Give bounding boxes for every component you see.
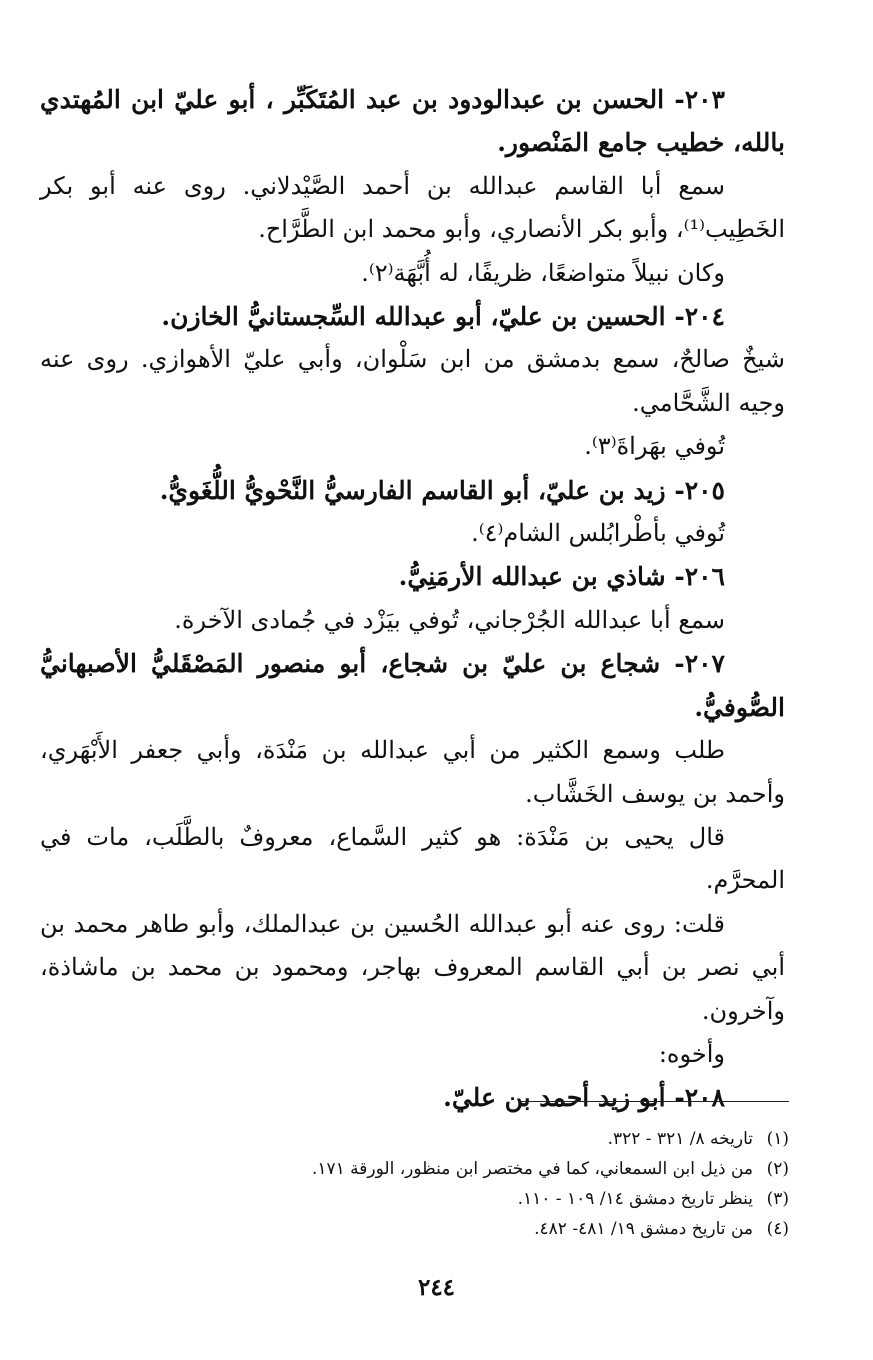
paragraph: قلت: روى عنه أبو عبدالله الحُسين بن عبدالملك، وأبو طاهر محمد بن أبي نصر بن أبي القاسم المعروف بهاجر، ومحمود بن محمد بن ماشاذة، وآخرون. (40, 909, 785, 1025)
footnote-text: من تاريخ دمشق ١٩/ ٤٨١- ٤٨٢. (534, 1219, 753, 1239)
paragraph: وكان نبيلاً متواضعًا، ظريفًا، له أُبَّهَة⁽٢⁾. (361, 258, 725, 287)
footnote (40, 1214, 789, 1244)
paragraph: سمع أبا عبدالله الجُرْجاني، تُوفي بيَزْد في جُمادى الآخرة. (174, 605, 725, 634)
footnote-divider (518, 1101, 789, 1102)
paragraph: شيخٌ صالحٌ، سمع بدمشق من ابن سَلْوان، وأبي عليّ الأهوازي. روى عنه وجيه الشَّحَّامي. (40, 345, 785, 417)
entry-heading-205: ٢٠٥- زيد بن عليّ، أبو القاسم الفارسيُّ النَّحْويُّ اللُّغَويُّ. (159, 475, 725, 505)
footnote-number: (١) (766, 1129, 789, 1149)
entry-heading-207: ٢٠٧- شجاع بن عليّ بن شجاع، أبو منصور المَصْقَليُّ الأصبهانيُّ الصُّوفيُّ. (40, 649, 785, 722)
paragraph: سمع أبا القاسم عبدالله بن أحمد الصَّيْدلاني. روى عنه أبو بكر الخَطِيب⁽¹⁾، وأبو بكر الأنصاري، وأبو محمد ابن الطَّرَّاح. (40, 171, 785, 244)
main-text (40, 78, 785, 1120)
footnotes (40, 1124, 789, 1244)
paragraph: وأخوه: (658, 1039, 725, 1068)
entry-heading-204: ٢٠٤- الحسين بن عليّ، أبو عبدالله السِّجستانيُّ الخازن. (161, 302, 725, 332)
footnote-text: من ذيل ابن السمعاني، كما في مختصر ابن منظور، الورقة ١٧١. (311, 1159, 753, 1179)
paragraph: تُوفي بهَراةَ⁽٣⁾. (584, 432, 725, 461)
footnote-text: ينظر تاريخ دمشق ١٤/ ١٠٩ - ١١٠. (517, 1189, 753, 1209)
paragraph: قال يحيى بن مَنْدَة: هو كثير السَّماع، معروفٌ بالطَّلَب، مات في المحرَّم. (40, 822, 785, 895)
footnote-number: (٣) (766, 1189, 789, 1209)
paragraph: طلب وسمع الكثير من أبي عبدالله بن مَنْدَة، وأبي جعفر الأَبْهَري، وأحمد بن يوسف الخَشَّاب. (40, 736, 785, 808)
paragraph: تُوفي بأطْرابُلس الشام⁽٤⁾. (471, 519, 725, 548)
footnote-text: تاريخه ٨/ ٣٢١ - ٣٢٢. (607, 1129, 753, 1149)
footnote-number: (٢) (766, 1159, 789, 1179)
entry-heading-203: ٢٠٣- الحسن بن عبدالودود بن عبد المُتَكَبِّر ، أبو عليّ ابن المُهتدي بالله، خطيب جامع المَنْصور. (40, 85, 785, 158)
footnote (40, 1124, 789, 1154)
footnote-number: (٤) (766, 1219, 789, 1239)
footnote (40, 1154, 789, 1184)
page-number: ٢٤٤ (417, 1274, 456, 1301)
entry-heading-208: ٢٠٨- أبو زيد أحمد بن عليّ. (443, 1083, 725, 1113)
footnote (40, 1184, 789, 1214)
entry-heading-206: ٢٠٦- شاذي بن عبدالله الأرمَنِيُّ. (398, 562, 725, 592)
